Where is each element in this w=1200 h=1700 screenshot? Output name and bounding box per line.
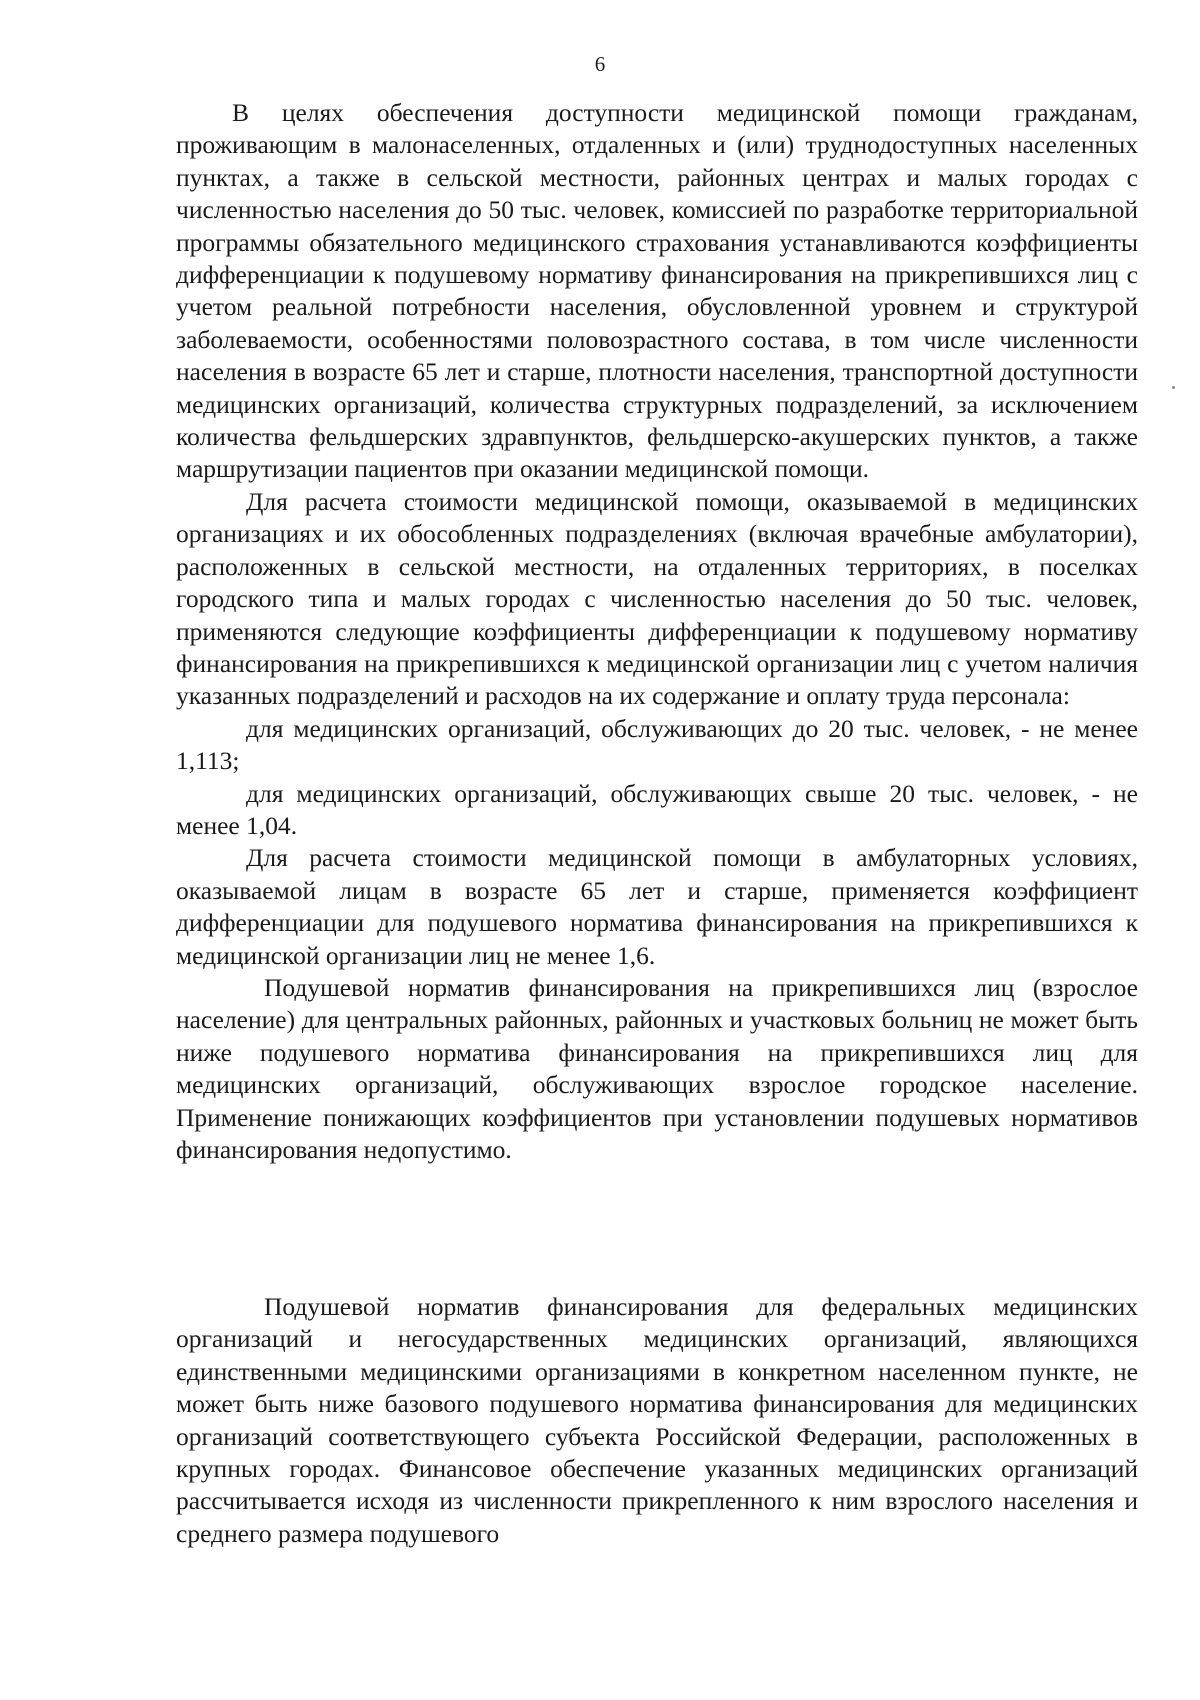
continued-text-block	[176, 1291, 1138, 1550]
paragraph-rural-cost-calculation: Для расчета стоимости медицинской помощи, оказываемой в медицинских организациях и их обособленных подразделениях (включая врачебные амбулатории), расположенных в сельской местности, на отдаленных территориях, в поселках городского типа и малых городах с численностью населения до 50 тыс. человек, применяются следующие коэффициенты дифференциации к подушевому нормативу финансирования на прикрепившихся к медицинской организации лиц с учетом наличия указанных подразделений и расходов на их содержание и оплату труда персонала:	[176, 486, 1138, 711]
scan-artifact-dot	[1172, 386, 1175, 389]
paragraph-federal-organizations: Подушевой норматив финансирования для федеральных медицинских организаций и негосударственных медицинских организаций, являющихся единственными медицинскими организациями в конкретном населенном пункте, не может быть ниже базового подушевого норматива финансирования для медицинских организаций соответствующего субъекта Российской Федерации, расположенных в крупных городах. Финансовое обеспечение указанных медицинских организаций рассчитывается исходя из численности прикрепленного к ним взрослого населения и среднего размера подушевого	[176, 1292, 1138, 1548]
main-text-block	[176, 97, 1138, 1166]
paragraph-district-hospitals: Подушевой норматив финансирования на прикрепившихся лиц (взрослое население) для центральных районных, районных и участковых больниц не может быть ниже подушевого норматива финансирования на прикрепившихся лиц для медицинских организаций, обслуживающих взрослое городское население. Применение понижающих коэффициентов при установлении подушевых нормативов финансирования недопустимо.	[176, 972, 1138, 1164]
paragraph-over-20k: для медицинских организаций, обслуживающих свыше 20 тыс. человек, - не менее 1,04.	[176, 778, 1138, 840]
paragraph-accessibility-coefficients: В целях обеспечения доступности медицинской помощи гражданам, проживающим в малонаселенных, отдаленных и (или) труднодоступных населенных пунктах, а также в сельской местности, районных центрах и малых городах с численностью населения до 50 тыс. человек, комиссией по разработке территориальной программы обязательного медицинского страхования устанавливаются коэффициенты дифференциации к подушевому нормативу финансирования на прикрепившихся лиц с учетом реальной потребности населения, обусловленной уровнем и структурой заболеваемости, особенностями половозрастного состава, в том числе численности населения в возрасте 65 лет и старше, плотности населения, транспортной доступности медицинских организаций, количества структурных подразделений, за исключением количества фельдшерских здравпунктов, фельдшерско-акушерских пунктов, а также маршрутизации пациентов при оказании медицинской помощи.	[176, 98, 1138, 484]
page-number: 6	[594, 52, 606, 76]
paragraph-up-to-20k: для медицинских организаций, обслуживающих до 20 тыс. человек, - не менее 1,113;	[176, 713, 1138, 776]
paragraph-age-65-coefficient: Для расчета стоимости медицинской помощи в амбулаторных условиях, оказываемой лицам в возрасте 65 лет и старше, применяется коэффициент дифференциации для подушевого норматива финансирования на прикрепившихся к медицинской организации лиц не менее 1,6.	[176, 843, 1138, 970]
